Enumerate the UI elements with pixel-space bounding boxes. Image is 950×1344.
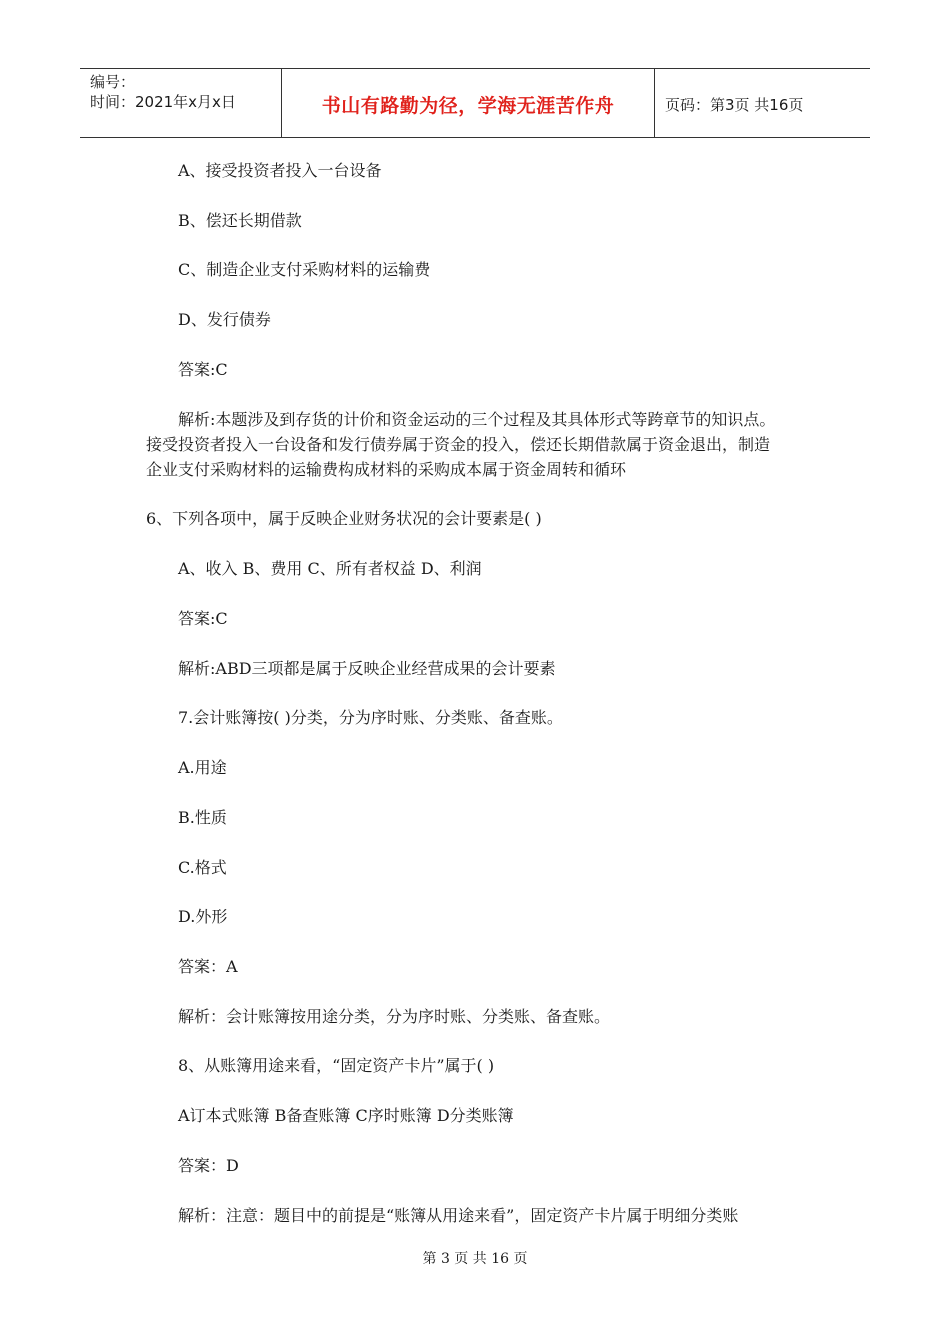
q5-analysis-line1: 解析:本题涉及到存货的计价和资金运动的三个过程及其具体形式等跨章节的知识点。	[178, 410, 776, 429]
q7-option-b: B.性质	[178, 808, 227, 827]
q8-analysis: 解析：注意：题目中的前提是“账簿从用途来看”，固定资产卡片属于明细分类账	[178, 1206, 739, 1225]
q8-answer: 答案：D	[178, 1156, 239, 1175]
q5-analysis-line3: 企业支付采购材料的运输费构成材料的采购成本属于资金周转和循环	[146, 460, 627, 479]
q6-stem: 6、下列各项中，属于反映企业财务状况的会计要素是( )	[146, 509, 542, 528]
q6-answer: 答案:C	[178, 609, 228, 628]
q7-option-d: D.外形	[178, 907, 228, 926]
header-motto: 书山有路勤为径，学海无涯苦作舟	[321, 95, 615, 117]
q5-analysis-line2: 接受投资者投入一台设备和发行债券属于资金的投入，偿还长期借款属于资金退出，制造	[146, 435, 771, 454]
q5-option-a: A、接受投资者投入一台设备	[178, 161, 382, 180]
q7-answer: 答案：A	[178, 957, 238, 976]
q7-option-a: A.用途	[178, 758, 227, 777]
q5-option-b: B、偿还长期借款	[178, 211, 302, 230]
q8-stem: 8、从账簿用途来看，“固定资产卡片”属于( )	[178, 1056, 495, 1075]
q5-option-d: D、发行债券	[178, 310, 271, 329]
q7-stem: 7.会计账簿按( )分类，分为序时账、分类账、备查账。	[178, 708, 563, 727]
header-motto-cell	[281, 69, 655, 137]
q8-options: A订本式账簿 B备查账簿 C序时账簿 D分类账簿	[178, 1106, 514, 1125]
q5-option-c: C、制造企业支付采购材料的运输费	[178, 260, 431, 279]
q7-option-c: C.格式	[178, 858, 227, 877]
q7-analysis: 解析：会计账簿按用途分类，分为序时账、分类账、备查账。	[178, 1007, 611, 1026]
header-page-code: 页码：第3页 共16页	[665, 96, 804, 114]
q6-options: A、收入 B、费用 C、所有者权益 D、利润	[178, 559, 482, 578]
page-footer: 第 3 页 共 16 页	[422, 1251, 528, 1267]
q5-answer: 答案:C	[178, 360, 228, 379]
header-left-cell	[80, 69, 280, 137]
header-right-cell	[655, 69, 870, 137]
document-number-label: 编号：	[90, 73, 136, 91]
document-time-label: 时间：2021年x月x日	[90, 93, 236, 111]
page-header	[80, 68, 870, 138]
q6-analysis: 解析:ABD三项都是属于反映企业经营成果的会计要素	[178, 659, 556, 678]
